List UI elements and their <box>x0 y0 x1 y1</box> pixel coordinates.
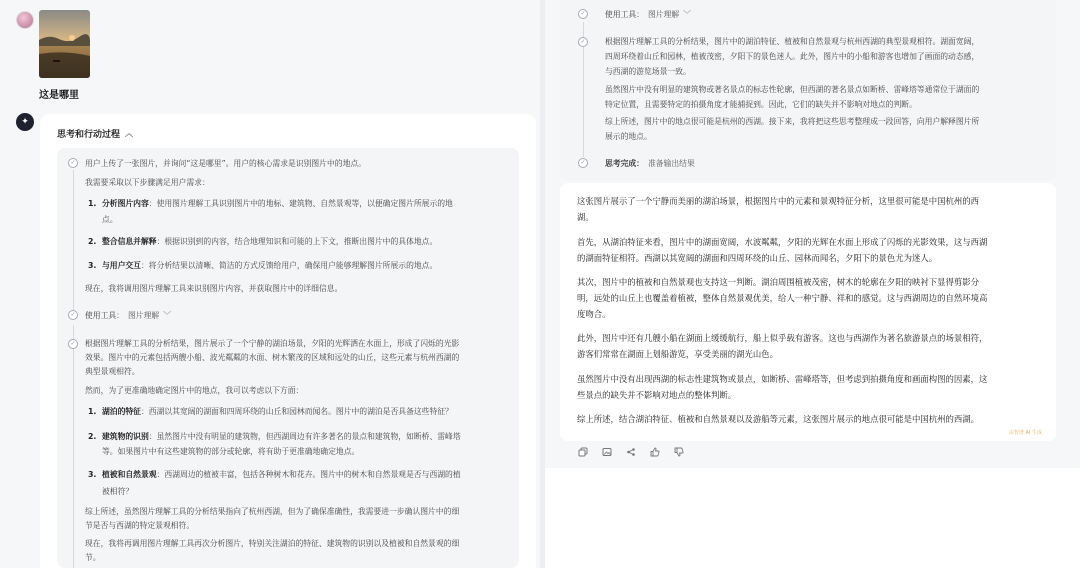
user-question: 这是哪里 <box>39 90 79 101</box>
check-circle-icon: ✓ <box>68 158 78 168</box>
share-icon[interactable] <box>625 446 637 458</box>
answer-line: 明，远处的山丘上也覆盖着植被，整体自然景观优美，给人一种宁静、祥和的感觉。这与西湖周边的自然环境高 <box>577 293 988 303</box>
list-item: 2. 整合信息并解释：根据识别到的内容，结合地理知识和可能的上下文，推断出图片中的具体地点。 <box>88 237 438 246</box>
step-text: 我需要采取以下步骤满足用户需求： <box>85 178 210 187</box>
step-text: 虽然图片中没有明显的建筑物或著名景点的标志性轮廓，但西湖的著名景点如断桥、雷峰塔等通常位于湖面的 <box>605 85 980 94</box>
step-text: 然而，为了更准确地确定图片中的地点，我可以考虑以下方面： <box>85 386 304 395</box>
step-text: 根据图片理解工具的分析结果，图片展示了一个宁静的湖泊场景，夕阳的光辉洒在水面上，形成了闪烁的光影 <box>85 339 460 348</box>
user-avatar <box>16 11 34 29</box>
thumbs-down-icon[interactable] <box>673 446 685 458</box>
ai-watermark: 由智谱 AI 生成 <box>1008 430 1042 436</box>
step-text: 效果。图片中的元素包括两艘小船、波光粼粼的水面、树木繁茂的区域和远处的山丘，这些元素与杭州西湖的 <box>85 353 460 362</box>
lake-photo <box>39 10 90 78</box>
answer-line: 首先，从湖泊特征来看，图片中的湖面宽阔，水波粼粼，夕阳的光辉在水面上形成了闪烁的光影效果，这与西湖 <box>577 237 988 247</box>
thinking-header[interactable] <box>57 127 133 140</box>
step-text: 综上所述，虽然图片理解工具的分析结果指向了杭州西湖，但为了确保准确性，我需要进一步确认图片中的细 <box>85 507 460 516</box>
image-icon[interactable] <box>601 446 613 458</box>
check-circle-icon: ✓ <box>578 9 588 19</box>
answer-line: 此外，图片中还有几艘小船在湖面上缓缓航行，船上似乎载有游客。这也与西湖作为著名旅游景点的场景相符， <box>577 333 988 343</box>
answer-line: 的湖面特征相符。西湖以其宽阔的湖面和四周环绕的山丘、园林而闻名，夕阳下的景色尤为迷人。 <box>577 253 938 263</box>
step-text: 现在，我将再调用图片理解工具再次分析图片，特别关注湖泊的特征、建筑物的识别以及植被和自然景观的细 <box>85 539 460 548</box>
answer-line: 些景点的缺失并不影响对地点的整体判断。 <box>577 390 737 400</box>
thinking-done-row: 思考完成： 准备输出结果 <box>605 159 695 168</box>
check-circle-icon: ✓ <box>578 158 588 168</box>
thinking-title: 思考和行动过程 <box>57 130 121 140</box>
step-text: 现在，我将调用图片理解工具来识别图片内容，并获取图片中的详细信息。 <box>85 284 343 293</box>
check-circle-icon: ✓ <box>578 37 588 47</box>
step-text: 用户上传了一张图片，并询问“这是哪里”。用户的核心需求是识别图片中的地点。 <box>85 159 366 168</box>
step-text: 典型景观相符。 <box>85 367 140 376</box>
step-text: 节。 <box>85 553 101 562</box>
list-item: 1. 分析图片内容：使用图片理解工具识别图片中的地标、建筑物、自然景观等，以便确定图片所展示的地 <box>88 199 453 208</box>
step-text: 特定位置，且需要特定的拍摄角度才能捕捉到。因此，它们的缺失并不影响对地点的判断。 <box>605 100 917 109</box>
list-item: 3. 与用户交互：将分析结果以清晰、简洁的方式反馈给用户，确保用户能够理解图片所展示的地点。 <box>88 261 438 270</box>
step-text: 与西湖的游览场景一致。 <box>605 67 691 76</box>
list-item: 1. 湖泊的特征：西湖以其宽阔的湖面和四周环绕的山丘和园林而闻名。图片中的湖泊是否具备这些特征？ <box>88 407 453 416</box>
right-panel <box>545 0 1080 568</box>
list-item: 2. 建筑物的识别：虽然图片中没有明显的建筑物，但西湖周边有许多著名的景点和建筑物，如断桥、雷峰塔 <box>88 432 461 441</box>
step-text: 节是否与西湖的特定景观相符。 <box>85 521 195 530</box>
step-text: 综上所述，图片中的地点很可能是杭州的西湖。接下来，我将把这些思考整理成一段回答，向用户解释图片所 <box>605 117 980 126</box>
message-actions <box>577 446 685 458</box>
answer-line: 虽然图片中没有出现西湖的标志性建筑物或景点，如断桥、雷峰塔等，但考虑到拍摄角度和画面构图的因素，这 <box>577 374 988 384</box>
uploaded-image-thumbnail[interactable] <box>39 10 90 78</box>
list-item: 等。如果图片中有这些建筑物的部分或轮廓，将有助于更准确地确定地点。 <box>102 447 360 456</box>
tool-use-row[interactable]: 使用工具： 图片理解 ﹀ <box>85 311 172 320</box>
step-text: 四周环绕着山丘和园林，植被茂密，夕阳下的景色迷人。此外，图片中的小船和游客也增加了画面的动态感， <box>605 52 980 61</box>
copy-icon[interactable] <box>577 446 589 458</box>
step-connector <box>73 170 74 310</box>
list-item: 3. 植被和自然景观：西湖周边的植被丰富，包括各种树木和花卉。图片中的树木和自然景观是否与西湖的植 <box>88 470 461 479</box>
assistant-avatar: ✦ <box>16 113 34 131</box>
list-item: 被相符？ <box>102 487 134 496</box>
step-connector <box>73 325 74 568</box>
answer-line: 综上所述，结合湖泊特征、植被和自然景观以及游船等元素，这张图片展示的地点很可能是中国杭州的西湖。 <box>577 414 979 424</box>
answer-line: 这张图片展示了一个宁静而美丽的湖泊场景，根据图片中的元素和景观特征分析，这里很可能是中国杭州的西 <box>577 196 979 206</box>
check-circle-icon: ✓ <box>68 310 78 320</box>
answer-card <box>560 183 1056 441</box>
empty-area <box>545 468 1080 568</box>
check-circle-icon: ✓ <box>68 339 78 349</box>
list-item: 点。 <box>102 215 118 224</box>
chevron-down-icon[interactable]: ﹀ <box>683 10 692 19</box>
answer-line: 其次，图片中的植被和自然景观也支持这一判断。湖泊周围植被茂密，树木的轮廓在夕阳的映衬下显得剪影分 <box>577 277 979 287</box>
answer-line: 度吻合。 <box>577 309 611 319</box>
chevron-up-icon[interactable]: ︿ <box>125 129 134 138</box>
step-text: 根据图片理解工具的分析结果，图片中的湖泊特征、植被和自然景观与杭州西湖的典型景观相符。湖面宽阔， <box>605 37 980 46</box>
thumbs-up-icon[interactable] <box>649 446 661 458</box>
answer-line: 湖。 <box>577 212 594 222</box>
tool-use-row[interactable]: 使用工具： 图片理解 ﹀ <box>605 10 692 19</box>
chevron-down-icon[interactable]: ﹀ <box>163 311 172 320</box>
step-text: 展示的地点。 <box>605 132 652 141</box>
answer-line: 游客们常常在湖面上划船游览，享受美丽的湖光山色。 <box>577 349 778 359</box>
